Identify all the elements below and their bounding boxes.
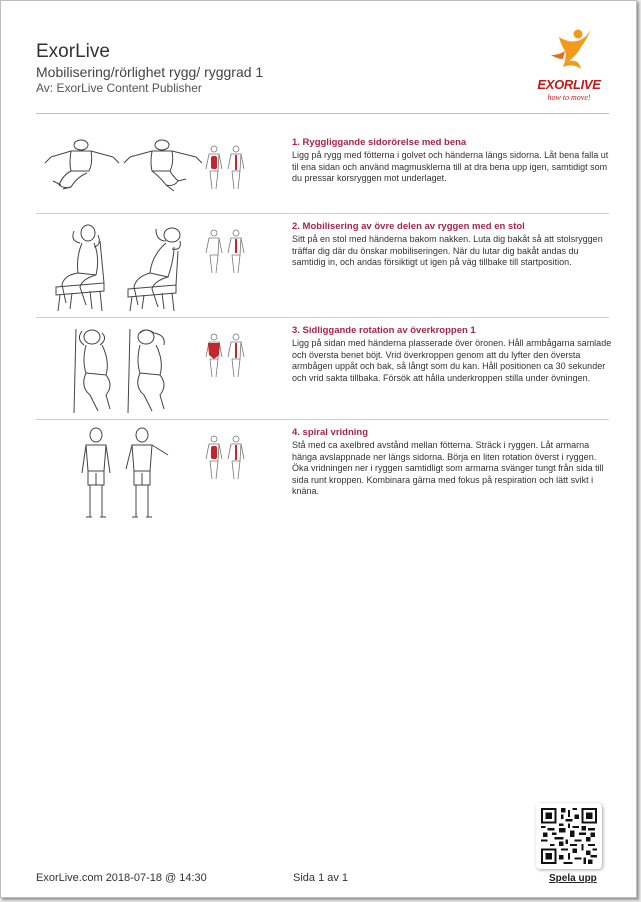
standing-start-figure <box>76 427 116 521</box>
muscle-map-core-icon <box>204 145 246 191</box>
brand-name: ExorLive <box>36 41 110 62</box>
exercise-1-description: Ligg på rygg med fötterna i golvet och händerna längs sidorna. Låt bena falla ut til ena sidan och använd magmusklerna till at dra bena upp igen, samtidigt som du pressar korsryggen mot underlaget. <box>292 150 609 183</box>
exercise-3-title: 3. Sidliggande rotation av överkroppen 1 <box>292 325 476 336</box>
exercise-2-description: Sitt på en stol med händerna bakom nakken. Luta dig bakåt så att stolsryggen träffar dig där du önskar mobiliseringen. När du lutar dig bakåt andas du samtidig in, och andas försiktigt ut igen på väg tillbake till startposition. <box>292 234 603 267</box>
exercise-3-illustrations <box>36 325 276 425</box>
program-title: Mobilisering/rörlighet rygg/ ryggrad 1 <box>36 64 264 80</box>
exercise-4-illustrations <box>36 427 276 527</box>
muscle-map-upper-back-icon <box>204 229 246 275</box>
header-divider <box>36 113 609 114</box>
exercise-divider-3 <box>36 419 609 420</box>
exercise-2-title: 2. Mobilisering av övre delen av ryggen med en stol <box>292 221 525 232</box>
exercise-1-title: 1. Ryggliggande sidorörelse med bena <box>292 137 467 148</box>
exercise-2-illustrations <box>36 221 276 321</box>
logo-figure-icon <box>529 25 609 79</box>
exorlive-logo <box>529 25 609 109</box>
exercise-divider-2 <box>36 317 609 318</box>
qr-code[interactable] <box>536 803 602 869</box>
logo-wordmark: EXORLIVE <box>537 77 601 92</box>
chair-upright-figure <box>52 221 114 313</box>
muscle-map-obliques-icon <box>204 333 246 379</box>
play-link[interactable]: Spela upp <box>549 873 597 884</box>
logo-tagline: how to move! <box>547 93 591 102</box>
supine-legs-rotated-figure <box>122 137 202 193</box>
program-author: Av: ExorLive Content Publisher <box>36 81 202 95</box>
footer-site-date: ExorLive.com 2018-07-18 @ 14:30 <box>36 872 207 884</box>
exercise-4-description: Stå med ca axelbred avstånd mellan fötterna. Sträck i ryggen. Låt armarna hänga avslappnade ner längs sidorna. Börja en liten rotation överst i ryggen. Öka vridningen ner i ryggen samtidligt som armarna svänger tungt från sida till sida runt kroppen. Kombinara gärna med fokus på respiration och lätt svikt i knäna. <box>292 440 604 496</box>
supine-legs-start-figure <box>41 137 121 193</box>
muscle-map-spine-icon <box>204 435 246 481</box>
footer-page-number: Sida 1 av 1 <box>293 872 349 884</box>
standing-rotated-figure <box>122 427 172 521</box>
exercise-4-title: 4. spiral vridning <box>292 427 369 438</box>
chair-leaning-back-figure <box>122 221 192 313</box>
side-lying-start-figure <box>72 325 124 415</box>
exercise-divider-1 <box>36 213 609 214</box>
side-lying-rotated-figure <box>126 325 178 415</box>
qr-code-icon <box>541 808 597 864</box>
exercise-3-description: Ligg på sidan med händerna plasserade över öronen. Håll armbågarna samlade och översta benet böjt. Vrid överkroppen genom att du lyfter den översta armbågen uppåt och bak, så långt som du kan. Håll positionen ca 30 sekunder och vrid sakta tillbaka. Försök att hålla underkroppen stilla under övningen. <box>292 338 612 383</box>
